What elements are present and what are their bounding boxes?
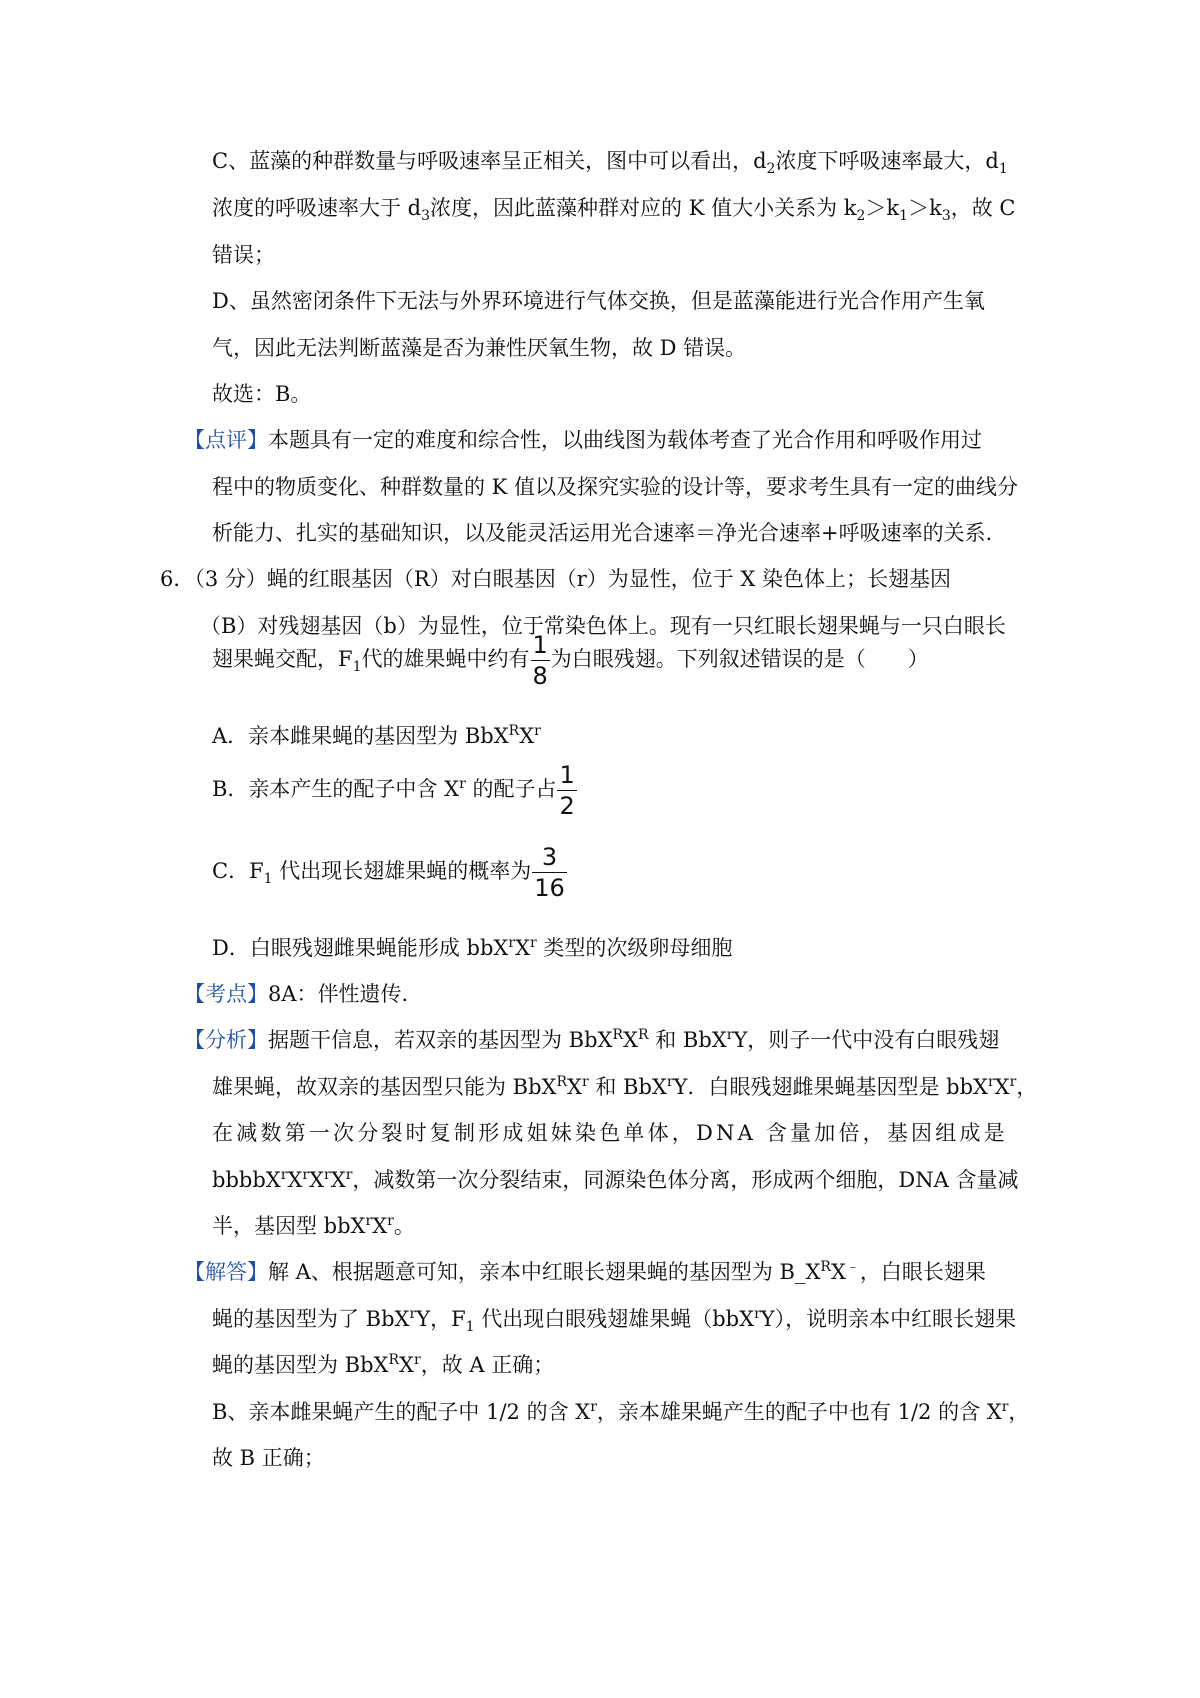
fenxi-line-3: 在减数第一次分裂时复制形成姐妹染色单体，DNA 含量加倍，基因组成是	[212, 1121, 1008, 1145]
fraction-one-eighth: $\frac{1}{8}$	[532, 631, 548, 690]
question-6-line-3: 翅果蝇交配，$F_1$代的雄果蝇中约有 $\frac{1}{8}$ 为白眼残翅。下列叙述错误的是（ ）	[212, 631, 929, 690]
jieda-line-1: 【解答】解 A、根据题意可知，亲本中红眼长翅果蝇的基因型为 $B\_X^RX^﹣$，白眼长翅果	[184, 1259, 986, 1284]
fraction-one-half: $\frac{1}{2}$	[559, 761, 575, 820]
fraction-three-sixteenths: $\frac{3}{16}$	[534, 843, 565, 902]
d-explain-line-2: 气，因此无法判断蓝藻是否为兼性厌氧生物，故 D 错误。	[212, 336, 747, 360]
fenxi-line-2: 雄果蝇，故双亲的基因型只能为 $BbX^RX^r$ 和 BbX$^r$Y．白眼残翅雌果蝇基因型是 $bbX^rX^r$，	[212, 1074, 1038, 1099]
jieda-line-5: 故 B 正确；	[212, 1446, 325, 1470]
option-a: A．亲本雌果蝇的基因型为 $BbX^RX^r$	[212, 723, 541, 748]
fenxi-tag: 【分析】	[184, 1028, 268, 1052]
c-explain-line-3: 错误；	[212, 243, 275, 267]
jieda-line-3: 蝇的基因型为 $BbX^RX^r$，故 A 正确；	[212, 1352, 555, 1377]
question-number: 6．	[160, 567, 195, 591]
c-explain-line-1: C、蓝藻的种群数量与呼吸速率呈正相关，图中可以看出，$d_2$浓度下呼吸速率最大，$d_1$	[212, 149, 1008, 178]
comment-line-3: 析能力、扎实的基础知识，以及能灵活运用光合速率＝净光合速率+呼吸速率的关系．	[212, 521, 1007, 545]
comment-line-1: 【点评】本题具有一定的难度和综合性，以曲线图为载体考查了光合作用和呼吸作用过	[184, 428, 982, 452]
fenxi-line-4: $bbbbX^rX^rX^rX^r$，减数第一次分裂结束，同源染色体分离，形成两个细胞，DNA 含量减	[212, 1167, 1019, 1192]
option-c: C．$F_1$ 代出现长翅雄果蝇的概率为 $\frac{3}{16}$	[212, 843, 565, 902]
question-6-line-1: 6．（3 分）蝇的红眼基因（R）对白眼基因（r）为显性，位于 X 染色体上；长翅基因	[160, 567, 952, 591]
answer-line: 故选：B。	[212, 382, 312, 406]
question-6-line-2: （B）对残翅基因（b）为显性，位于常染色体上。现有一只红眼长翅果蝇与一只白眼长	[200, 614, 1006, 638]
c-explain-line-2: 浓度的呼吸速率大于 $d_3$浓度，因此蓝藻种群对应的 K 值大小关系为 $k_2>k_1>k_3$，故 C	[212, 196, 1016, 225]
option-d: D．白眼残翅雌果蝇能形成 $bbX^rX^r$ 类型的次级卵母细胞	[212, 935, 733, 960]
option-b: B．亲本产生的配子中含 $X^r$ 的配子占 $\frac{1}{2}$	[212, 761, 575, 820]
jieda-line-4: B、亲本雌果蝇产生的配子中 1/2 的含 $X^r$，亲本雄果蝇产生的配子中也有 1/2 的含 $X^r$，	[212, 1399, 1030, 1424]
comment-line-2: 程中的物质变化、种群数量的 K 值以及探究实验的设计等，要求考生具有一定的曲线分	[212, 475, 1019, 499]
jieda-line-2: 蝇的基因型为了 BbX$^r$Y，$F_1$ 代出现白眼残翅雄果蝇（bbX$^r$Y），说明亲本中红眼长翅果	[212, 1306, 1017, 1336]
d-explain-line-1: D、虽然密闭条件下无法与外界环境进行气体交换，但是蓝藻能进行光合作用产生氧	[212, 289, 985, 313]
jieda-tag: 【解答】	[184, 1260, 268, 1284]
fenxi-line-5: 半，基因型 $bbX^rX^r$。	[212, 1213, 415, 1238]
fenxi-line-1: 【分析】据题干信息，若双亲的基因型为 $BbX^RX^R$ 和 BbX$^r$Y，则子一代中没有白眼残翅	[184, 1027, 1000, 1052]
kaodian-line: 【考点】8A：伴性遗传．	[184, 982, 423, 1006]
comment-tag: 【点评】	[184, 428, 268, 452]
kaodian-tag: 【考点】	[184, 982, 268, 1006]
